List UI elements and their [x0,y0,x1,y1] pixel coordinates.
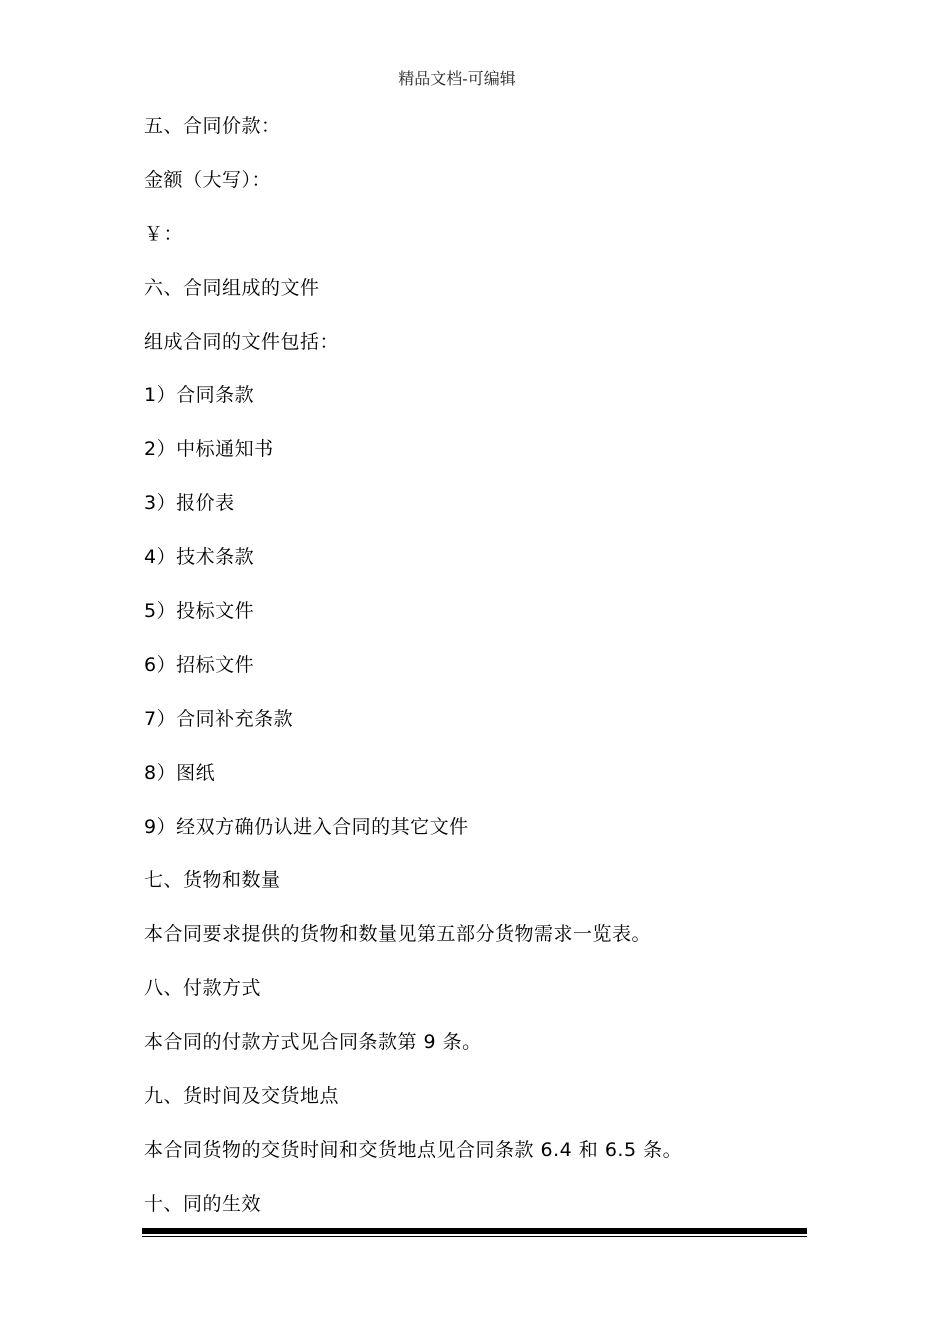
list-item: 5）投标文件 [144,600,255,623]
list-item: 7）合同补充条款 [144,707,294,730]
line-delivery-body: 本合同货物的交货时间和交货地点见合同条款 6.4 和 6.5 条。 [144,1138,683,1161]
list-item: 2）中标通知书 [144,438,274,461]
line-amount-words: 金额（大写）： [144,168,272,191]
list-item: 3）报价表 [144,492,235,515]
line-goods-body: 本合同要求提供的货物和数量见第五部分货物需求一览表。 [144,923,652,946]
list-item: 4）技术条款 [144,546,255,569]
list-item: 1）合同条款 [144,384,255,407]
page-header: 精品文档-可编辑 [398,69,516,88]
footer-rule-thin [142,1236,807,1237]
line-delivery-heading: 九、货时间及交货地点 [144,1085,340,1108]
line-payment-heading: 八、付款方式 [144,977,262,1000]
list-item: 6）招标文件 [144,653,255,676]
list-item: 8）图纸 [144,761,216,784]
line-goods-heading: 七、货物和数量 [144,869,281,892]
line-price-heading: 五、合同价款： [144,115,281,137]
line-effect-heading: 十、同的生效 [144,1192,262,1215]
line-documents-heading: 六、合同组成的文件 [144,276,320,299]
footer-rule [142,1228,807,1237]
line-payment-body: 本合同的付款方式见合同条款第 9 条。 [144,1031,482,1054]
footer-rule-thick [142,1228,807,1234]
line-amount-yuan: ￥： [144,222,184,245]
contract-text [144,111,824,1243]
line-documents-intro: 组成合同的文件包括： [144,330,340,353]
list-item: 9）经双方确仍认进入合同的其它文件 [144,815,469,838]
